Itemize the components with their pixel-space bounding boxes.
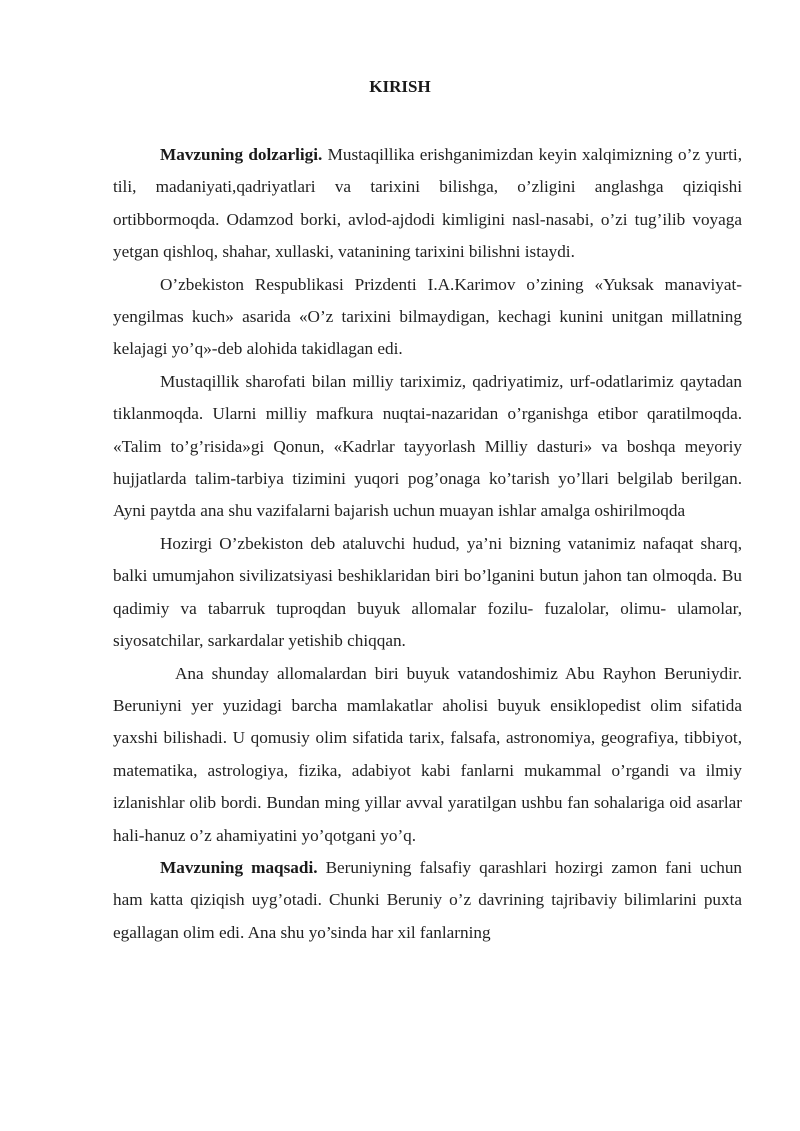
paragraph-independence [113,366,742,528]
page-title: KIRISH [369,77,431,96]
paragraph-heading-purpose: Mavzuning maqsadi. [160,857,318,877]
document-body [113,139,742,949]
paragraph-karimov-quote [113,269,742,366]
paragraph-text: Beruniyning falsafiy qarashlari hozirgi zamon fani uchun ham katta qiziqish uyg’otadi. Chunki Beruniy o’z davrining tajribaviy bilimlarini puxta egallagan olim edi. Ana shu yo’sinda har xil fanlarning [113,857,743,942]
paragraph-uzbekistan-territory [113,528,742,658]
paragraph-text: Mustaqillik sharofati bilan milliy tariximiz, qadriyatimiz, urf-odatlarimiz qaytadan tiklanmoqda. Ularni milliy mafkura nuqtai-nazaridan o’rganishga etibor qaratilmoqda. «Talim to’g’risida»gi Qonun, «Kadrlar tayyorlash Milliy dasturi» va boshqa meyoriy hujjatlarda talim-tarbiya tizimini yuqori pog’onaga ko’tarish yo’llari belgilab berilgan. Ayni paytda ana shu vazifalarni bajarish uchun muayan ishlar amalga oshirilmoqda [113,371,742,521]
paragraph-text: Ana shunday allomalardan biri buyuk vatandoshimiz Abu Rayhon Beruniydir. Beruniyni yer yuzidagi barcha mamlakatlar aholisi buyuk ensiklopedist olim sifatida yaxshi bilishadi. U qomusiy olim sifatida tarix, falsafa, astronomiya, geografiya, tibbiyot, matematika, astrologiya, fizika, adabiyot kabi fanlarni mukammal o’rgandi va ilmiy izlanishlar olib bordi. Bundan ming yillar avval yaratilgan ushbu fan sohalariga oid asarlar hali-hanuz o’z ahamiyatini yo’qotgani yo’q. [113,663,742,845]
paragraph-relevance [113,139,742,269]
paragraph-heading-relevance: Mavzuning dolzarligi. [160,145,323,164]
paragraph-text: Hozirgi O’zbekiston deb ataluvchi hudud, ya’ni bizning vatanimiz nafaqat sharq, balki umumjahon sivilizatsiyasi beshiklaridan biri bo’lganini butun jahon tan olmoqda. Bu qadimiy va tabarruk tuproqdan buyuk allomalar fozilu- fuzalolar, olimu- ulamolar, siyosatchilar, sarkardalar yetishib chiqqan. [113,533,742,651]
paragraph-text: O’zbekiston Respublikasi Prizdenti I.A.Karimov o’zining «Yuksak manaviyat-yengilmas kuch» asarida «O’z tarixini bilmaydigan, kechagi kunini unitgan millatning kelajagi yo’q»-deb alohida takidlagan edi. [113,274,742,359]
paragraph-beruni [113,658,742,852]
paragraph-text: Mustaqillika erishganimizdan keyin xalqimizning o’z yurti, tili, madaniyati,qadriyatlari va tarixini bilishga, o’zligini anglashga qiziqishi ortibbormoqda. Odamzod borki, avlod-ajdodi kimligini nasl-nasabi, o’zi tug’ilib voyaga yetgan qishloq, shahar, xullaski, vatanining tarixini bilishni istaydi. [113,145,742,262]
paragraph-purpose [113,852,742,949]
